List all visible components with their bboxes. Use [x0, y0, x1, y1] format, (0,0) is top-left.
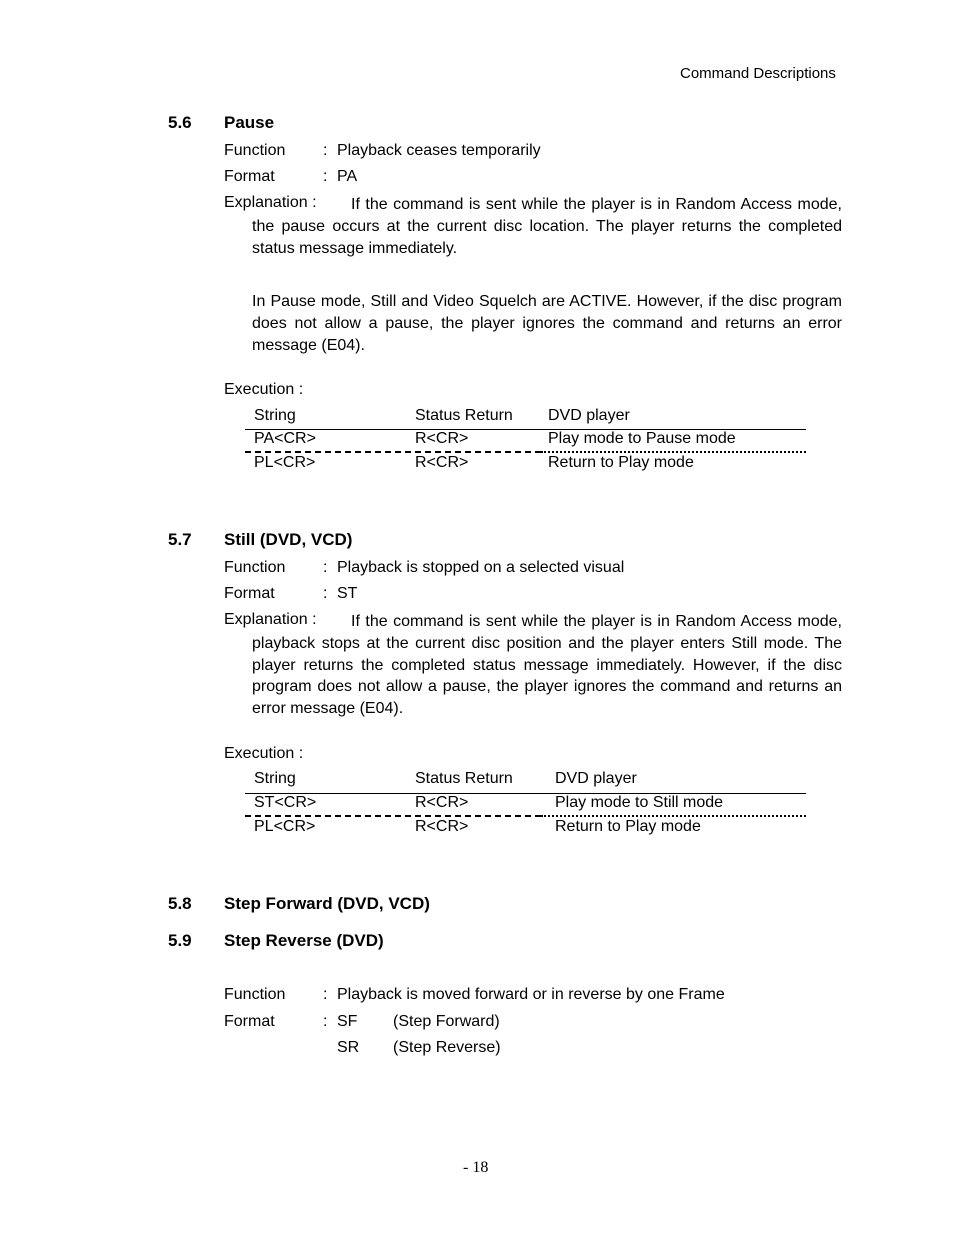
format-desc: (Step Reverse) [393, 1039, 501, 1056]
section-number: 5.9 [168, 931, 192, 950]
table-header-status: Status Return [415, 407, 513, 424]
colon: : [323, 168, 328, 185]
function-text: Playback ceases temporarily [337, 142, 541, 159]
section-title: Step Reverse (DVD) [224, 931, 384, 950]
table-cell: ST<CR> [254, 794, 317, 811]
format-label: Format [224, 168, 275, 185]
format-label: Format [224, 1013, 275, 1030]
section-title: Still (DVD, VCD) [224, 530, 353, 549]
table-header-dvd: DVD player [548, 407, 630, 424]
explanation-text: If the command is sent while the player is in Random Access mode, the pause occurs at the current disc location. The player returns the completed status message immediately. [252, 196, 842, 257]
format-desc: (Step Forward) [393, 1013, 500, 1030]
format-text: PA [337, 168, 358, 185]
running-header: Command Descriptions [680, 65, 836, 82]
table-cell: PL<CR> [254, 818, 316, 835]
format-code: SF [337, 1013, 358, 1030]
format-code: SR [337, 1039, 360, 1056]
explanation-text: If the command is sent while the player is in Random Access mode, playback stops at the current disc position and the player enters Still mode. The player returns the completed status message immediately. However, if the disc program does not allow a pause, the player ignores the command and returns an error message (E04). [252, 613, 842, 718]
section-number: 5.7 [168, 530, 192, 549]
table-cell: Play mode to Still mode [555, 794, 724, 811]
section-number: 5.6 [168, 113, 192, 132]
colon: : [323, 559, 328, 576]
execution-label: Execution : [224, 745, 304, 762]
format-label: Format [224, 585, 275, 602]
table-cell: R<CR> [415, 430, 469, 447]
colon: : [323, 1013, 328, 1030]
explanation-text-2: In Pause mode, Still and Video Squelch are ACTIVE. However, if the disc program does not allow a pause, the player ignores the command and returns an error message (E04). [252, 293, 842, 354]
table-header-status: Status Return [415, 770, 513, 787]
function-label: Function [224, 986, 286, 1003]
format-text: ST [337, 585, 358, 602]
execution-label: Execution : [224, 381, 304, 398]
table-cell: PL<CR> [254, 454, 316, 471]
section-title: Step Forward (DVD, VCD) [224, 894, 430, 913]
table-cell: R<CR> [415, 454, 469, 471]
table-header-string: String [254, 407, 296, 424]
table-cell: Return to Play mode [548, 454, 694, 471]
colon: : [323, 142, 328, 159]
colon: : [323, 986, 328, 1003]
table-header-string: String [254, 770, 296, 787]
table-cell: R<CR> [415, 818, 469, 835]
table-cell: PA<CR> [254, 430, 316, 447]
function-text: Playback is moved forward or in reverse by one Frame [337, 986, 725, 1003]
function-label: Function [224, 559, 286, 576]
section-number: 5.8 [168, 894, 192, 913]
explanation-label: Explanation : [224, 611, 317, 628]
colon: : [323, 585, 328, 602]
function-text: Playback is stopped on a selected visual [337, 559, 625, 576]
function-label: Function [224, 142, 286, 159]
table-header-dvd: DVD player [555, 770, 637, 787]
table-cell: Return to Play mode [555, 818, 701, 835]
section-title: Pause [224, 113, 275, 132]
table-cell: R<CR> [415, 794, 469, 811]
explanation-label: Explanation : [224, 194, 317, 211]
page-number: - 18 [463, 1159, 489, 1176]
table-cell: Play mode to Pause mode [548, 430, 736, 447]
